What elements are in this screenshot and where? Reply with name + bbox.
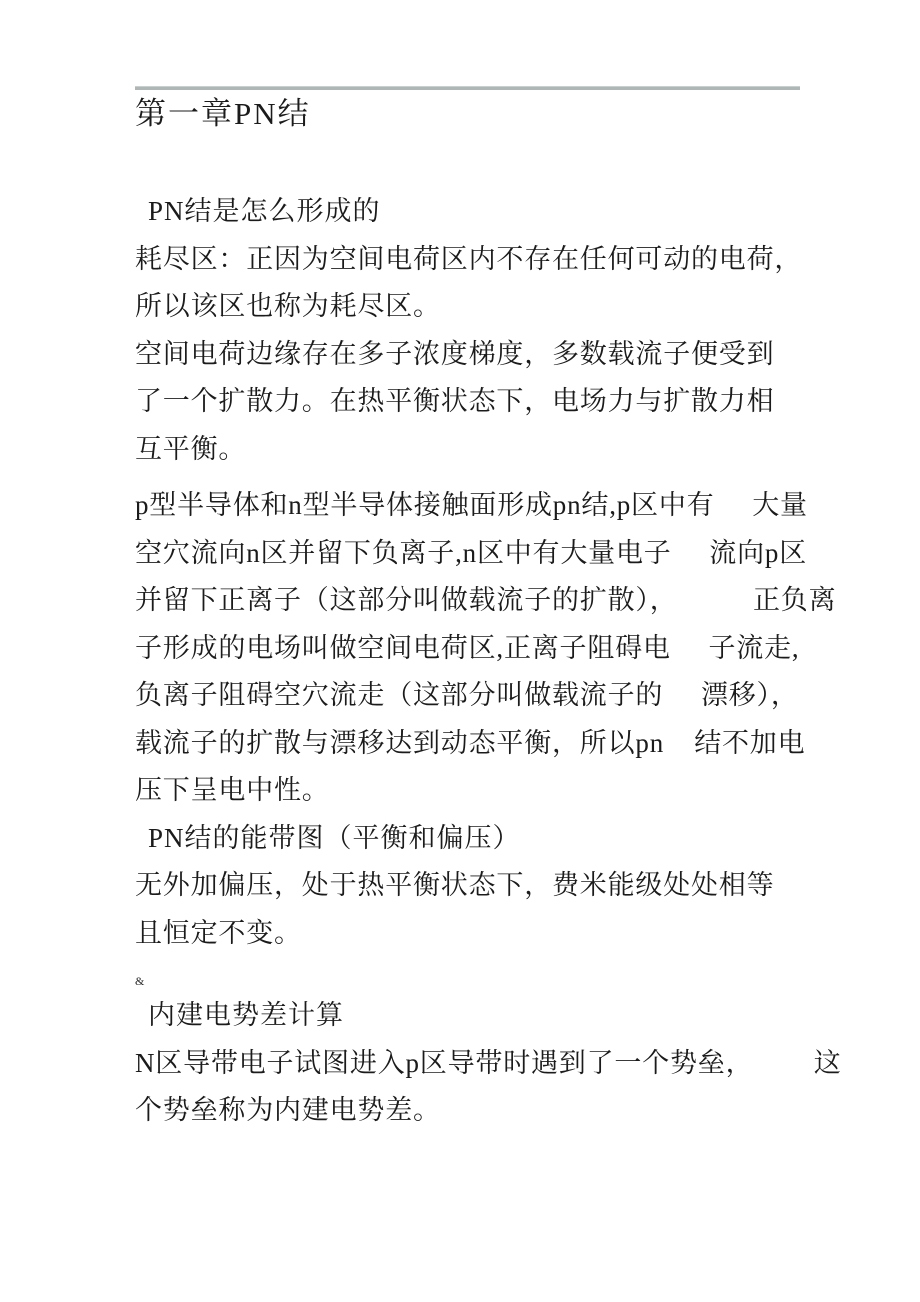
paragraph-line: 子形成的电场叫做空间电荷区,正离子阻碍电 子流走, — [135, 632, 800, 663]
paragraph-line: 所以该区也称为耗尽区。 — [135, 291, 441, 321]
paragraph-line: 无外加偏压，处于热平衡状态下，费米能级处处相等 — [135, 870, 775, 900]
section-heading-pn-formation: PN结是怎么形成的 — [148, 196, 381, 226]
paragraph-line: 个势垒称为内建电势差。 — [135, 1095, 441, 1125]
section-heading-builtin-potential: 内建电势差计算 — [148, 1000, 344, 1030]
section-heading-energy-band: PN结的能带图（平衡和偏压） — [148, 822, 521, 853]
paragraph-line: 空穴流向n区并留下负离子,n区中有大量电子 流向p区 — [135, 537, 807, 568]
paragraph-line: 压下呈电中性。 — [135, 775, 330, 805]
paragraph-line: 耗尽区：正因为空间电荷区内不存在任何可动的电荷， — [135, 243, 803, 274]
paragraph-line: 且恒定不变。 — [135, 917, 302, 948]
footnote-mark: & — [135, 974, 145, 988]
paragraph-line: 空间电荷边缘存在多子浓度梯度，多数载流子便受到 — [135, 338, 775, 369]
paragraph-line: 了一个扩散力。在热平衡状态下，电场力与扩散力相 — [135, 386, 775, 416]
paragraph-line: 载流子的扩散与漂移达到动态平衡，所以pn 结不加电 — [135, 727, 806, 758]
paragraph-line: p型半导体和n型半导体接触面形成pn结,p区中有 大量 — [135, 490, 808, 520]
paragraph-line: N区导带电子试图进入p区导带时遇到了一个势垒， 这 — [135, 1047, 842, 1078]
paragraph-line: 并留下正离子（这部分叫做载流子的扩散）， 正负离 — [135, 585, 837, 615]
paragraph-line: 负离子阻碍空穴流走（这部分叫做载流子的 漂移）， — [135, 680, 799, 710]
paragraph-line: 互平衡。 — [135, 433, 247, 464]
document-title: 第一章PN结 — [135, 96, 311, 131]
